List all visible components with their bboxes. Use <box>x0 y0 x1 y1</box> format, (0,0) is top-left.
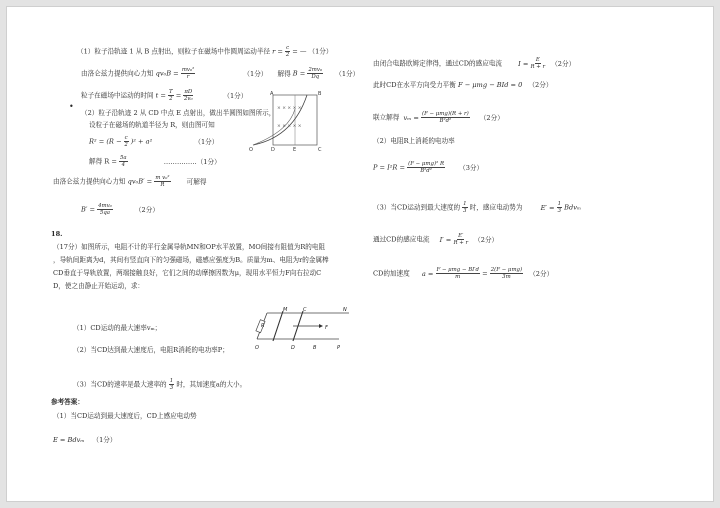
rails-label-b: B <box>313 345 317 351</box>
problem-line-3: CD垂直于导轨放置，两端接触良好，它们之间的动摩擦因数为μ，现用水平恒力F向右拉动C <box>53 269 322 277</box>
fig-label-o: O <box>249 147 253 153</box>
rails-label-m: M <box>283 307 288 313</box>
right-line-4: （2）电阻R上消耗的电功率 <box>373 137 455 145</box>
sub-question-1: （1）CD运动的最大速率vₘ； <box>73 324 162 332</box>
solution-line-9: B′ = $\frac{\text{4mv₀}}{5qa}$ （2分） <box>81 203 159 217</box>
rails-label-c: C <box>303 307 307 313</box>
answer-line-1: （1）当CD运动到最大速度后，CD上感应电动势 <box>53 412 197 420</box>
solution-line-7: 解得 R = $\frac{5a}{4}$ ……………（1分） <box>89 155 221 169</box>
rails-label-p: P <box>337 345 341 351</box>
rails-figure <box>253 303 353 355</box>
right-line-2: 此时CD在水平方向受力平衡 F − μmg − BId = 0 （2分） <box>373 81 553 89</box>
rails-label-d: D <box>291 345 295 351</box>
solution-line-6: R² = (R − $\frac{c}{2}$ )² + a² （1分） <box>89 135 219 149</box>
solution-line-8: 由洛仑兹力提供向心力知 qv₀B′ = $\frac{\text{m v₀²}}{R}$ 可解得 <box>53 175 207 189</box>
solution-line-4: （2）粒子沿轨迹 2 从 CD 中点 E 点射出，做出半圆图如图所示， <box>81 109 276 117</box>
solution-line-1: （1）粒子沿轨迹 1 从 B 点射出，则粒子在磁场中作圆周运动半径 r = $\frac{c}{2}$ = — （1分） <box>77 45 333 59</box>
solution-line-2: 由洛仑兹力提供向心力知 qv₀B = $\frac{\text{mv₀²}}{r}$ （1分） 解得 B = $\frac{\text{2mv₀}}{Dq}$ （1分） <box>81 67 360 81</box>
solution-line-5: 设粒子在磁场的轨道半径为 R，则由图可知 <box>89 121 215 129</box>
rails-label-f: F <box>325 325 328 331</box>
right-line-5: P = I²R = $\frac{\text{(F − μmg)² R}}{\text{B²d²}}$ （3分） <box>373 161 484 175</box>
fig-label-d: D <box>271 147 275 153</box>
fig-label-c: C <box>318 147 322 153</box>
grid-row-2: × × × × × <box>277 124 302 129</box>
right-line-3: 联立解得 vₘ = $\frac{\text{(F − μmg)(R + r)}}{\text{B²d²}}$ （2分） <box>373 111 504 125</box>
sub-question-2: （2）当CD达到最大速度后，电阻R消耗的电功率P； <box>73 346 229 354</box>
answer-heading: 参考答案： <box>51 398 84 406</box>
answer-page <box>6 6 714 502</box>
right-line-8: CD的加速度 a = $\frac{\text{F − μmg − BI′d}}{m}$ = $\frac{\text{2(F − μmg)}}{3m}$ （2分） <box>373 267 554 281</box>
rails-label-r: R <box>261 323 265 329</box>
solution-line-3: 粒子在磁场中运动的时间 t = $\frac{T}{2}$ = $\frac{\pi D}{\text{2v₀}}$ （1分） <box>81 89 248 103</box>
rails-label-o: O <box>255 345 259 351</box>
bullet: • <box>69 102 74 111</box>
sub-question-3: （3）当CD的速率是最大速率的 $\frac{1}{3}$ 时，其加速度a的大小。 <box>73 378 247 392</box>
right-line-6: （3）当CD运动到最大速度的 $\frac{1}{3}$ 时，感应电动势为 E′ = $\frac{1}{3}$ Bdvₘ <box>373 201 582 215</box>
problem-line-1: （17分）如图所示，电阻不计的平行金属导轨MN和OP水平放置，MO间接有阻值为R的电阻 <box>53 243 326 251</box>
problem-line-4: D，使之由静止开始运动，求： <box>53 282 145 290</box>
fig-label-b: B <box>318 91 322 97</box>
answer-line-2: E = Bdvₘ （1分） <box>53 436 117 444</box>
question-number: 18. <box>51 230 63 238</box>
grid-row-1: × × × × × <box>277 106 302 111</box>
problem-line-2: ，导轨间距离为d，其间有竖直向下的匀强磁场，磁感应强度为B。质量为m、电阻为r的金属棒 <box>53 256 329 264</box>
rails-label-n: N <box>343 307 347 313</box>
fig-label-a: A <box>270 91 274 97</box>
fig-label-e: E <box>293 147 297 153</box>
right-line-7: 通过CD的感应电流 I′ = $\frac{E'}{R + r}$ （2分） <box>373 233 499 247</box>
magnetic-field-figure <box>249 91 323 153</box>
right-line-1: 由闭合电路欧姆定律得，通过CD的感应电流 I = $\frac{E}{R + r}$ （2分） <box>373 57 576 71</box>
